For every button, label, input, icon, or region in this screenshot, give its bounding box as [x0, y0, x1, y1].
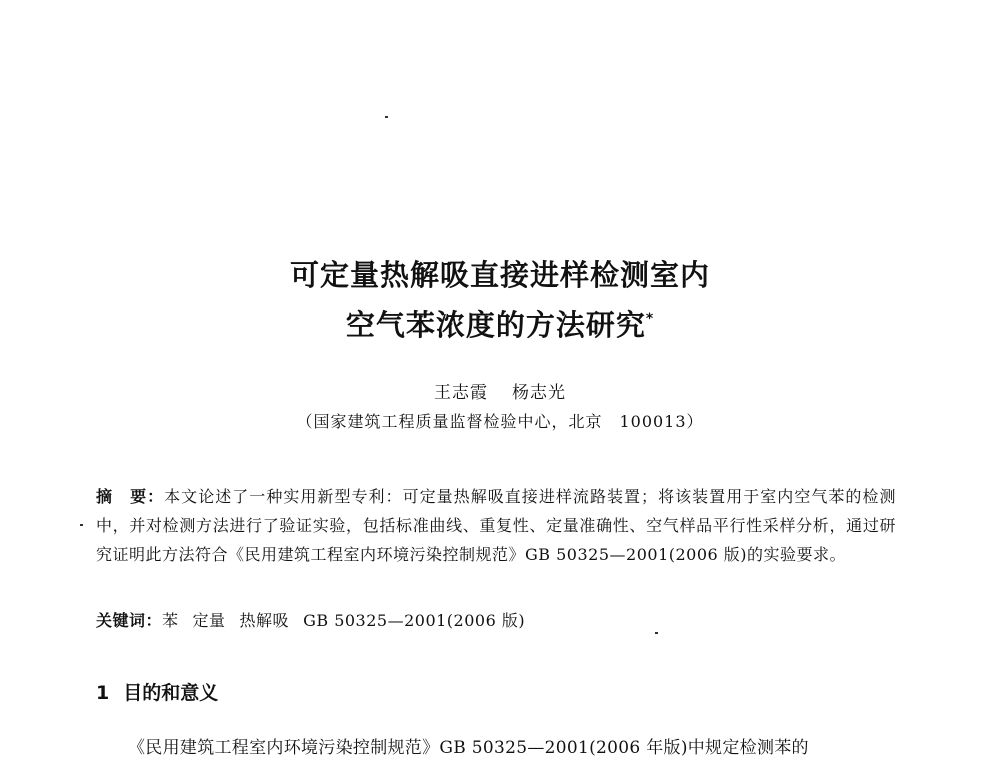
title-footnote-mark: * — [645, 311, 655, 327]
title-line-1: 可定量热解吸直接进样检测室内 — [289, 258, 710, 292]
scan-speck — [385, 116, 388, 118]
section-number: 1 — [96, 682, 110, 704]
body-paragraph: 《民用建筑工程室内环境污染控制规范》GB 50325—2001(2006 年版)中规定检测苯的 — [128, 738, 809, 758]
author-list — [0, 378, 1000, 403]
keywords-label: 关键词： — [96, 611, 163, 630]
title-line-2-text: 空气苯浓度的方法研究 — [345, 308, 646, 342]
keyword-2: 定量 — [192, 611, 226, 630]
abstract-label: 摘 要： — [96, 487, 165, 506]
abstract — [96, 482, 896, 569]
author-2: 杨志光 — [512, 383, 566, 403]
author-affiliation: （国家建筑工程质量监督检验中心，北京 100013） — [296, 412, 704, 431]
scan-speck — [655, 632, 658, 634]
section-title: 目的和意义 — [123, 682, 219, 704]
keyword-3: 热解吸 — [239, 611, 290, 630]
abstract-text: 本文论述了一种实用新型专利：可定量热解吸直接进样流路装置；将该装置用于室内空气苯的检测中，并对检测方法进行了验证实验，包括标准曲线、重复性、定量准确性、空气样品平行性采样分析，通过研究证明此方法符合《民用建筑工程室内环境污染控制规范》GB 50325—2001(2006 版)的实验要求。 — [96, 487, 896, 564]
keyword-4: GB 50325—2001(2006 版) — [303, 611, 526, 630]
section-heading — [96, 678, 218, 705]
paper-title — [0, 250, 1000, 350]
keyword-1: 苯 — [162, 611, 179, 630]
author-1: 王志霞 — [434, 383, 488, 403]
keywords — [96, 608, 896, 631]
scan-speck — [80, 524, 83, 526]
title-line-2 — [0, 300, 1000, 350]
